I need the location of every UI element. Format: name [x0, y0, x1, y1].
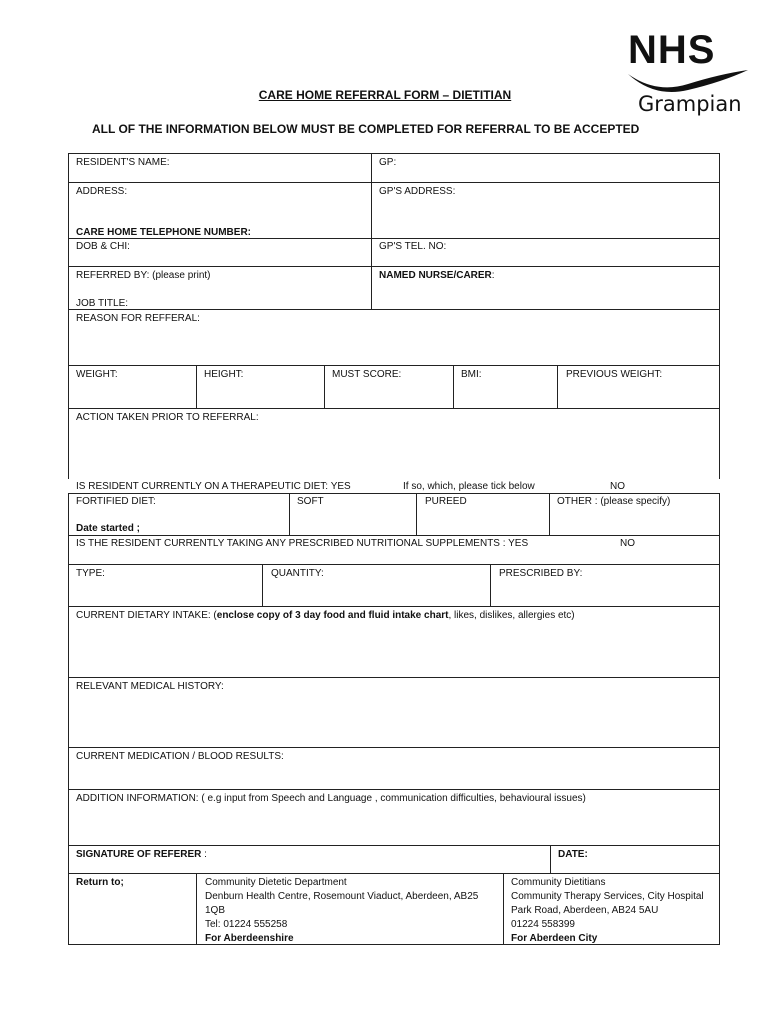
addr1-line3: 1QB: [205, 905, 226, 916]
bmi-label: BMI:: [461, 369, 482, 380]
gp-address-label: GP'S ADDRESS:: [379, 186, 456, 197]
form-title: CARE HOME REFERRAL FORM – DIETITIAN: [258, 88, 512, 102]
dietary-intake-label: CURRENT DIETARY INTAKE: (enclose copy of 3 day food and fluid intake chart, likes, dislikes, allergies etc): [76, 610, 575, 621]
row-dietary-intake[interactable]: [68, 606, 720, 678]
soft-cell[interactable]: [289, 494, 417, 536]
pureed-cell[interactable]: [416, 494, 550, 536]
row-addition-info[interactable]: [68, 789, 720, 846]
aberdeen-city-address: [503, 874, 719, 945]
row-supplement-details: [68, 564, 720, 607]
addr1-line4: Tel: 01224 555258: [205, 919, 288, 930]
row-action-taken[interactable]: [68, 408, 720, 492]
nhs-grampian-logo: [622, 30, 750, 122]
supplements-question: IS THE RESIDENT CURRENTLY TAKING ANY PRESCRIBED NUTRITIONAL SUPPLEMENTS : YES: [76, 538, 529, 549]
care-home-tel-label: CARE HOME TELEPHONE NUMBER:: [76, 227, 252, 238]
therapeutic-ifso: If so, which, please tick below: [403, 481, 535, 492]
named-nurse-cell[interactable]: [371, 267, 719, 310]
date-started-label: Date started ;: [76, 523, 140, 534]
quantity-cell[interactable]: [262, 565, 491, 607]
gp-label: GP:: [379, 157, 397, 168]
row-address: [68, 182, 720, 239]
height-label: HEIGHT:: [204, 369, 244, 380]
row-supplements: [68, 535, 720, 565]
prescribed-by-cell[interactable]: [490, 565, 719, 607]
row-return-to: [68, 873, 720, 945]
addr1-line1: Community Dietetic Department: [205, 877, 347, 888]
gp-cell[interactable]: [371, 154, 719, 183]
height-cell[interactable]: [196, 366, 325, 409]
action-taken-label: ACTION TAKEN PRIOR TO REFERRAL:: [76, 412, 259, 423]
signature-label[interactable]: SIGNATURE OF REFERER :: [76, 849, 207, 860]
addition-info-label: ADDITION INFORMATION: ( e.g input from Speech and Language , communication difficulties, behavioural issues): [76, 793, 586, 804]
reason-label: REASON FOR REFFERAL:: [76, 313, 200, 324]
must-score-label: MUST SCORE:: [332, 369, 402, 380]
gp-tel-cell[interactable]: [371, 239, 719, 267]
job-title-label: JOB TITLE:: [76, 298, 129, 309]
therapeutic-question: IS RESIDENT CURRENTLY ON A THERAPEUTIC DIET: YES: [76, 481, 351, 492]
previous-weight-label: PREVIOUS WEIGHT:: [566, 369, 663, 380]
aberdeenshire-address: [196, 874, 504, 945]
row-dob: [68, 238, 720, 267]
prescribed-by-label: PRESCRIBED BY:: [499, 568, 583, 579]
other-cell[interactable]: [549, 494, 719, 536]
quantity-label: QUANTITY:: [271, 568, 324, 579]
addr1-line2: Denburn Health Centre, Rosemount Viaduct, Aberdeen, AB25: [205, 891, 479, 902]
must-score-cell[interactable]: [324, 366, 454, 409]
addr2-line1: Community Dietitians: [511, 877, 606, 888]
addr1-line5: For Aberdeenshire: [205, 933, 294, 944]
referred-by-label: REFERRED BY: (please print): [76, 270, 211, 281]
named-nurse-label: NAMED NURSE/CARER:: [379, 270, 495, 281]
row-resident-name: [68, 153, 720, 183]
weight-label: WEIGHT:: [76, 369, 118, 380]
date-cell[interactable]: [550, 846, 719, 874]
residents-name-label: RESIDENT'S NAME:: [76, 157, 170, 168]
previous-weight-cell[interactable]: [557, 366, 719, 409]
gp-tel-label: GP'S TEL. NO:: [379, 241, 447, 252]
row-reason[interactable]: [68, 309, 720, 366]
pureed-label: PUREED: [425, 496, 467, 507]
gp-address-cell[interactable]: [371, 183, 719, 239]
addr2-line4: 01224 558399: [511, 919, 575, 930]
logo-region: Grampian: [638, 92, 742, 116]
addr2-line2: Community Therapy Services, City Hospital: [511, 891, 704, 902]
logo-brand: NHS: [628, 28, 716, 72]
type-label: TYPE:: [76, 568, 105, 579]
supplements-no: NO: [620, 538, 635, 549]
dob-chi-label: DOB & CHI:: [76, 241, 130, 252]
medical-history-label: RELEVANT MEDICAL HISTORY:: [76, 681, 224, 692]
date-label: DATE:: [558, 849, 588, 860]
row-signature: [68, 845, 720, 874]
row-medical-history[interactable]: [68, 677, 720, 748]
fortified-label: FORTIFIED DIET:: [76, 496, 156, 507]
medication-label: CURRENT MEDICATION / BLOOD RESULTS:: [76, 751, 284, 762]
therapeutic-no: NO: [610, 481, 625, 492]
table-bottom-border: [68, 944, 720, 945]
addr2-line3: Park Road, Aberdeen, AB24 5AU: [511, 905, 659, 916]
addr2-line5: For Aberdeen City: [511, 933, 598, 944]
return-to-label: Return to;: [76, 877, 124, 888]
soft-label: SOFT: [297, 496, 324, 507]
row-measurements: [68, 365, 720, 409]
row-medication[interactable]: [68, 747, 720, 790]
bmi-cell[interactable]: [453, 366, 558, 409]
row-referred-by: [68, 266, 720, 310]
form-instruction: ALL OF THE INFORMATION BELOW MUST BE COMPLETED FOR REFERRAL TO BE ACCEPTED: [92, 122, 640, 136]
other-label: OTHER : (please specify): [557, 496, 671, 507]
address-label: ADDRESS:: [76, 186, 128, 197]
row-diet-types: [68, 493, 720, 536]
